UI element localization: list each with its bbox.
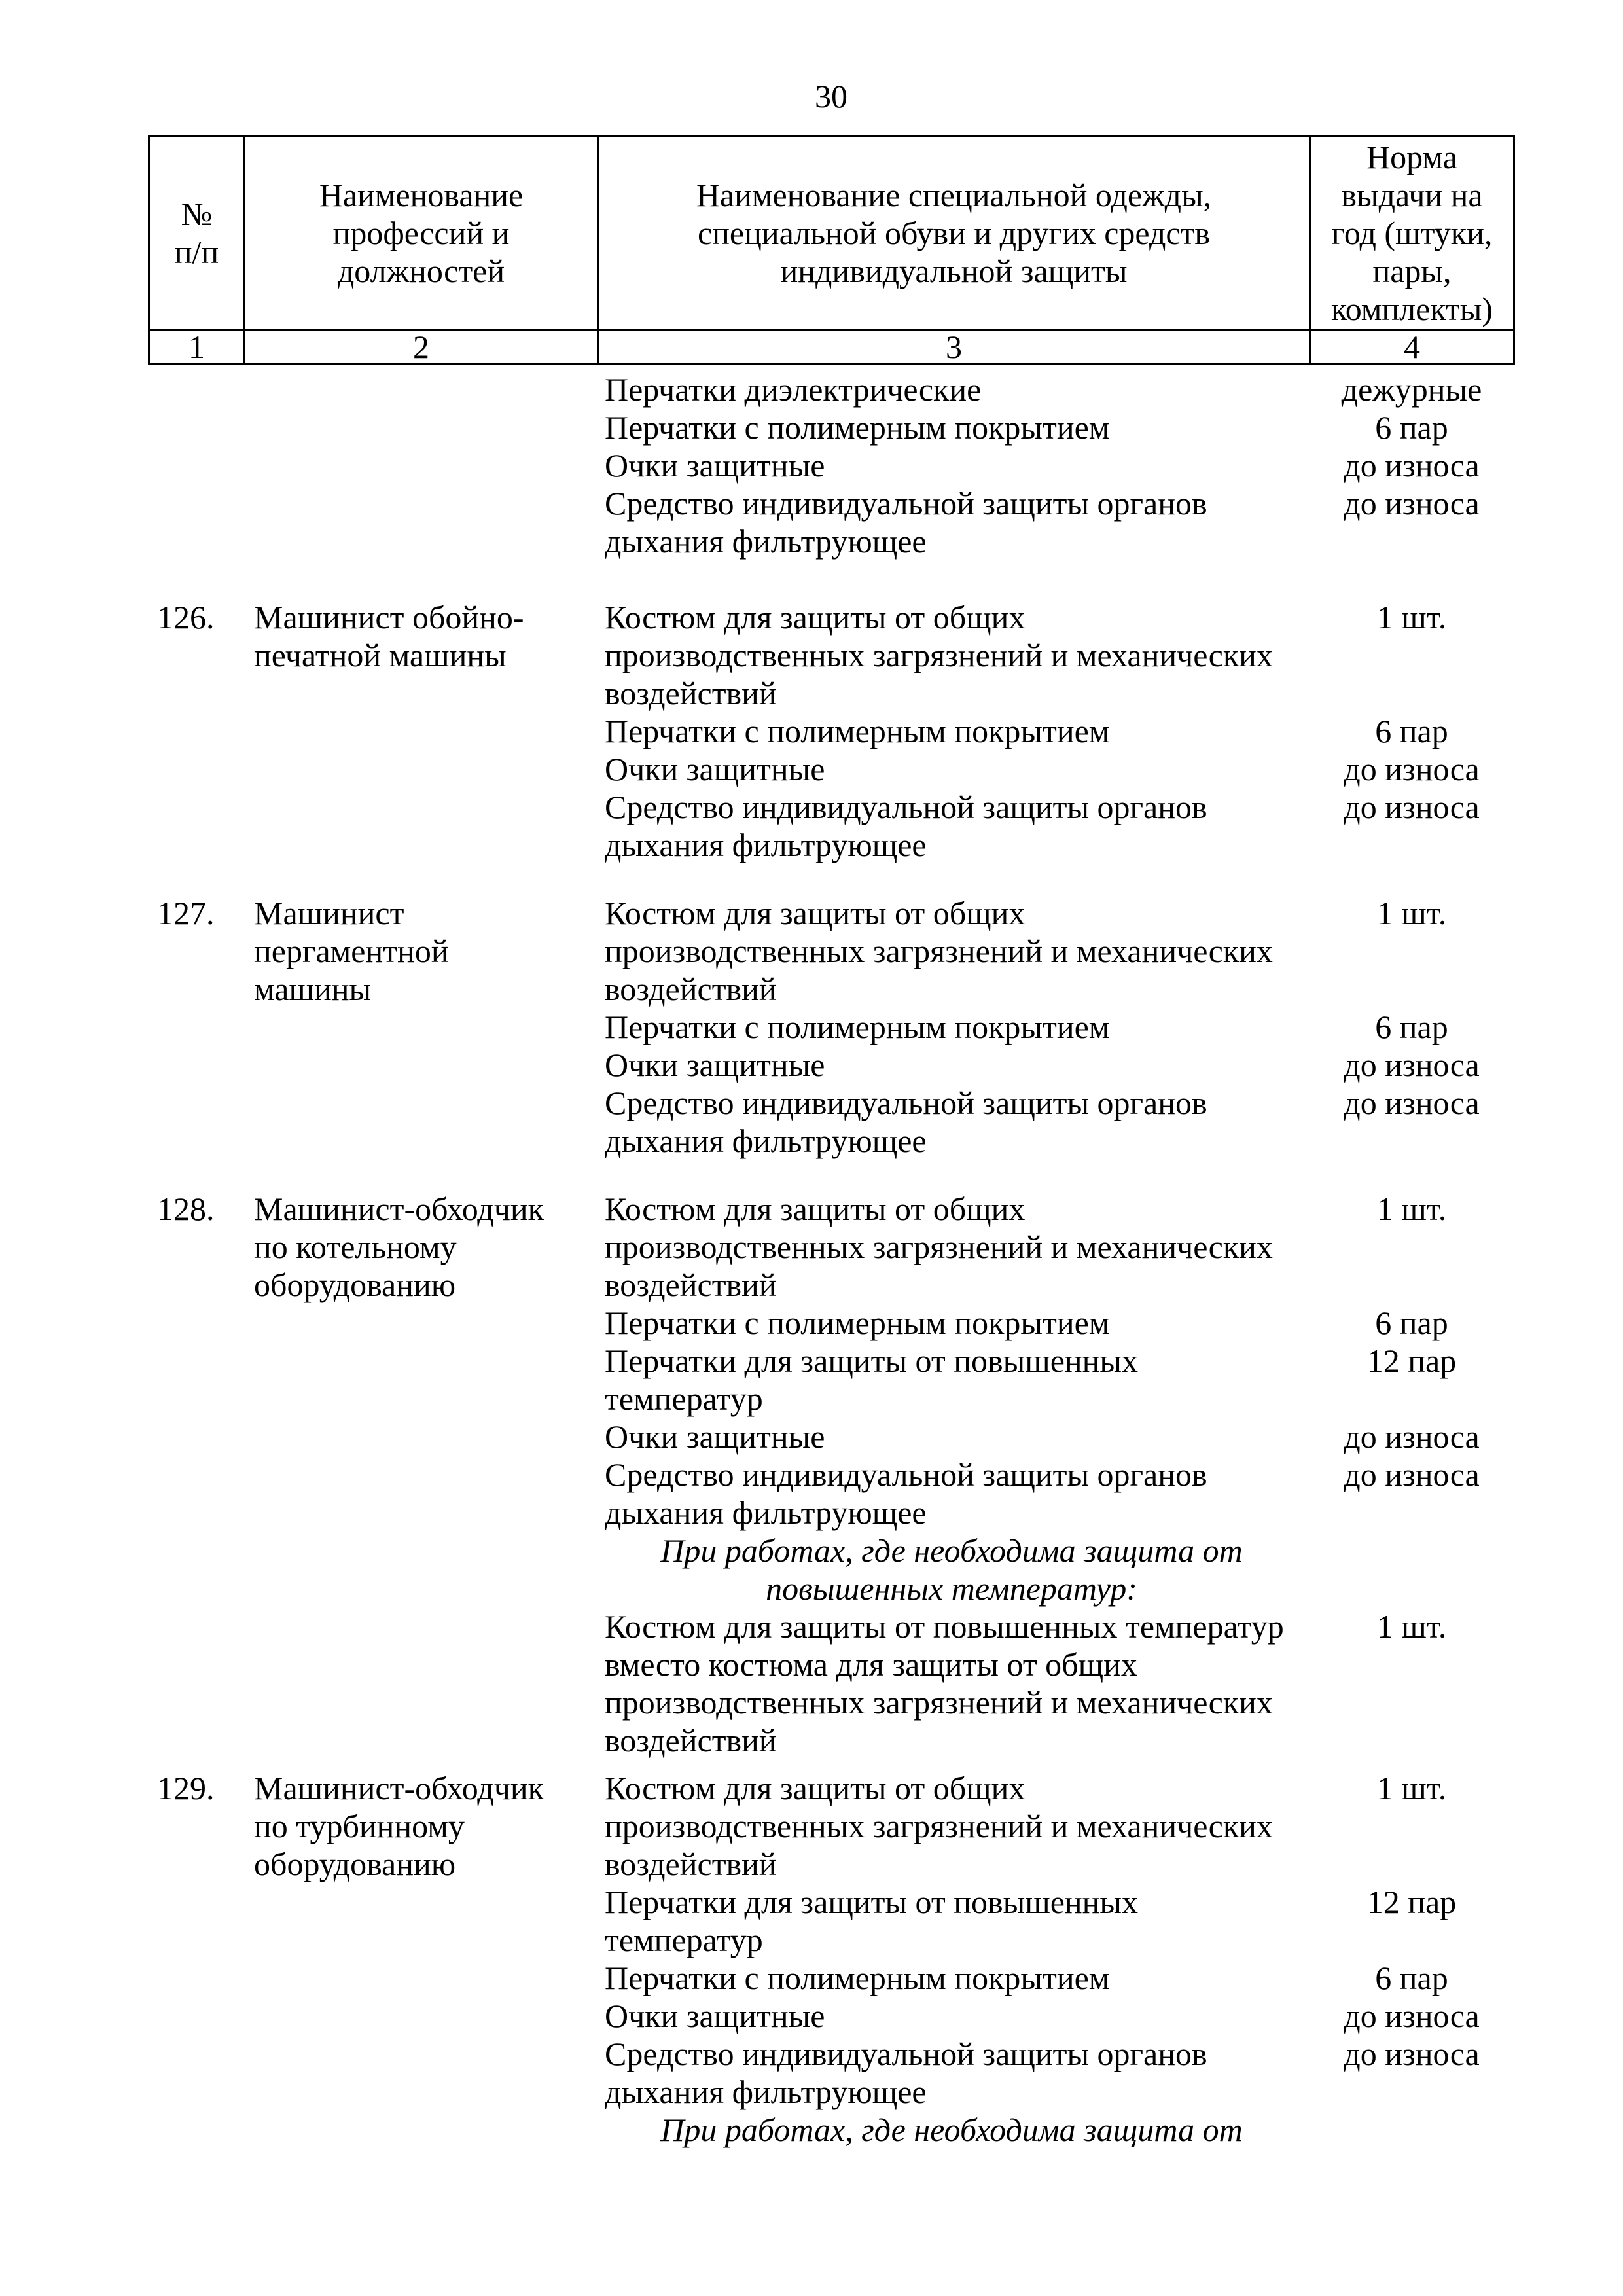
equipment-line: дыхания фильтрующее: [605, 2073, 927, 2110]
equipment-line: дыхания фильтрующее: [605, 523, 927, 560]
issue-norm: до износа: [1344, 1998, 1480, 2034]
row-number: 127.: [157, 895, 215, 931]
issue-norm: до износа: [1344, 485, 1480, 522]
issue-norm: 1 шт.: [1376, 1191, 1447, 1227]
header-col-equipment: Наименование специальной одежды, специальной обуви и других средств индивидуальной защиты: [598, 136, 1310, 330]
equipment-line: воздействий: [605, 1846, 777, 1882]
issue-norm: до износа: [1344, 1085, 1480, 1121]
issue-norm: до износа: [1344, 1418, 1480, 1455]
profession-name: [254, 1190, 594, 1304]
equipment-item: [605, 446, 1298, 484]
equipment-line: производственных загрязнений и механических: [605, 637, 1273, 673]
equipment-item: [605, 484, 1298, 560]
equipment-item: [605, 1190, 1298, 1304]
equipment-line: Перчатки диэлектрические: [605, 371, 982, 408]
equipment-item: [605, 2035, 1298, 2111]
equipment-item: [605, 1046, 1298, 1084]
equipment-line: Перчатки с полимерным покрытием: [605, 409, 1110, 446]
equipment-item: [605, 1084, 1298, 1160]
equipment-item: [605, 1342, 1298, 1418]
header-col-norm: Норма выдачи на год (штуки, пары, комплекты): [1310, 136, 1514, 330]
equipment-item: [605, 1008, 1298, 1046]
profession-name: [254, 1769, 594, 1883]
profession-line: оборудованию: [254, 1266, 456, 1303]
issue-norm: 1 шт.: [1376, 1770, 1447, 1806]
equipment-line: Перчатки с полимерным покрытием: [605, 1960, 1110, 1996]
issue-norm: 6 пар: [1375, 1009, 1448, 1045]
profession-line: Машинист-обходчик: [254, 1770, 544, 1806]
profession-line: Машинист обойно-: [254, 599, 524, 636]
profession-line: Машинист-обходчик: [254, 1191, 544, 1227]
equipment-line: Перчатки с полимерным покрытием: [605, 1304, 1110, 1341]
equipment-line: воздействий: [605, 1722, 777, 1759]
issue-norm: дежурные: [1341, 371, 1482, 408]
equipment-item: [605, 370, 1298, 408]
equipment-line: Очки защитные: [605, 751, 825, 787]
table-header: [148, 135, 1515, 365]
equipment-item: [605, 1997, 1298, 2035]
equipment-item: [605, 598, 1298, 712]
equipment-line: дыхания фильтрующее: [605, 827, 927, 863]
equipment-line: Очки защитные: [605, 1998, 825, 2034]
issue-norm: 6 пар: [1375, 713, 1448, 749]
equipment-line: Перчатки с полимерным покрытием: [605, 713, 1110, 749]
equipment-line: Костюм для защиты от общих: [605, 1770, 1026, 1806]
equipment-item: [605, 1769, 1298, 1883]
equipment-line: воздействий: [605, 971, 777, 1007]
condition-note: [605, 1532, 1298, 1607]
column-number-2: 2: [245, 330, 598, 365]
equipment-line: Костюм для защиты от общих: [605, 895, 1026, 931]
profession-line: по котельному: [254, 1229, 457, 1265]
profession-name: [254, 894, 594, 1008]
equipment-line: производственных загрязнений и механических: [605, 1808, 1273, 1844]
equipment-line: дыхания фильтрующее: [605, 1494, 927, 1531]
equipment-line: При работах, где необходима защита от: [660, 2111, 1243, 2148]
equipment-line: Очки защитные: [605, 1418, 825, 1455]
equipment-line: При работах, где необходима защита от: [660, 1532, 1243, 1569]
equipment-line: Костюм для защиты от общих: [605, 599, 1026, 636]
page-number: 30: [815, 78, 847, 115]
issue-norm: 1 шт.: [1376, 895, 1447, 931]
issue-norm: до износа: [1344, 751, 1480, 787]
equipment-line: Костюм для защиты от общих: [605, 1191, 1026, 1227]
equipment-line: Костюм для защиты от повышенных температур: [605, 1608, 1284, 1645]
issue-norm: до износа: [1344, 1456, 1480, 1493]
profession-line: печатной машины: [254, 637, 507, 673]
equipment-item: [605, 712, 1298, 750]
equipment-line: Перчатки для защиты от повышенных: [605, 1342, 1138, 1379]
equipment-line: воздействий: [605, 1266, 777, 1303]
equipment-item: [605, 408, 1298, 446]
equipment-item: [605, 1883, 1298, 1959]
equipment-line: температур: [605, 1922, 763, 1958]
profession-line: Машинист: [254, 895, 404, 931]
equipment-item: [605, 1456, 1298, 1532]
equipment-line: вместо костюма для защиты от общих: [605, 1646, 1137, 1683]
equipment-line: производственных загрязнений и механических: [605, 933, 1273, 969]
equipment-line: воздействий: [605, 675, 777, 711]
row-number: 129.: [157, 1770, 215, 1806]
header-col-profession: Наименование профессий и должностей: [245, 136, 598, 330]
issue-norm: до износа: [1344, 789, 1480, 825]
equipment-line: Средство индивидуальной защиты органов: [605, 2036, 1207, 2072]
equipment-item: [605, 1959, 1298, 1997]
profession-line: пергаментной: [254, 933, 449, 969]
equipment-line: Средство индивидуальной защиты органов: [605, 485, 1207, 522]
equipment-line: Средство индивидуальной защиты органов: [605, 789, 1207, 825]
header-col-number: № п/п: [149, 136, 245, 330]
row-number: 128.: [157, 1191, 215, 1227]
equipment-line: Очки защитные: [605, 1047, 825, 1083]
equipment-line: Средство индивидуальной защиты органов: [605, 1085, 1207, 1121]
equipment-item: [605, 1418, 1298, 1456]
column-number-3: 3: [598, 330, 1310, 365]
equipment-item: [605, 788, 1298, 864]
equipment-item: [605, 750, 1298, 788]
row-number: 126.: [157, 599, 215, 636]
equipment-line: Перчатки с полимерным покрытием: [605, 1009, 1110, 1045]
column-number-1: 1: [149, 330, 245, 365]
profession-line: по турбинному: [254, 1808, 465, 1844]
equipment-line: Средство индивидуальной защиты органов: [605, 1456, 1207, 1493]
condition-note: [605, 2111, 1298, 2149]
equipment-line: температур: [605, 1380, 763, 1417]
equipment-line: производственных загрязнений и механических: [605, 1684, 1273, 1721]
issue-norm: 12 пар: [1366, 1342, 1457, 1379]
column-number-4: 4: [1310, 330, 1514, 365]
issue-norm: 1 шт.: [1376, 1608, 1447, 1645]
equipment-line: дыхания фильтрующее: [605, 1122, 927, 1159]
profession-line: машины: [254, 971, 372, 1007]
equipment-line: повышенных температур:: [766, 1570, 1137, 1607]
issue-norm: до износа: [1344, 447, 1480, 484]
equipment-line: производственных загрязнений и механических: [605, 1229, 1273, 1265]
issue-norm: 12 пар: [1366, 1884, 1457, 1920]
issue-norm: 6 пар: [1375, 1304, 1448, 1341]
profession-line: оборудованию: [254, 1846, 456, 1882]
issue-norm: до износа: [1344, 2036, 1480, 2072]
issue-norm: 6 пар: [1375, 409, 1448, 446]
equipment-line: Перчатки для защиты от повышенных: [605, 1884, 1138, 1920]
equipment-item: [605, 1607, 1298, 1759]
equipment-line: Очки защитные: [605, 447, 825, 484]
issue-norm: 6 пар: [1375, 1960, 1448, 1996]
issue-norm: 1 шт.: [1376, 599, 1447, 636]
equipment-item: [605, 1304, 1298, 1342]
equipment-item: [605, 894, 1298, 1008]
issue-norm: до износа: [1344, 1047, 1480, 1083]
profession-name: [254, 598, 594, 674]
